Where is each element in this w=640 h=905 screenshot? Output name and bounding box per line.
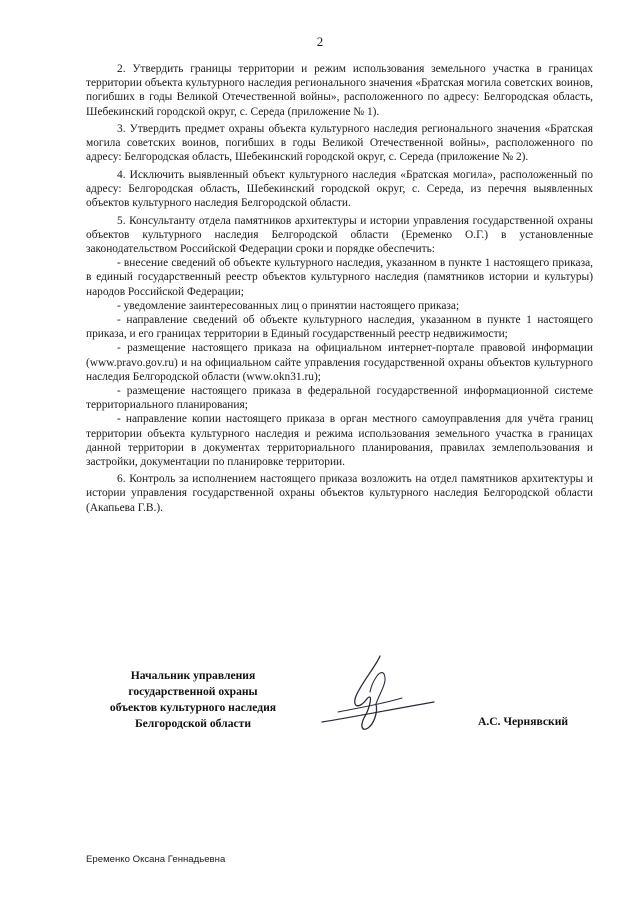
list-item: - размещение настоящего приказа в федеральной государственной информационной системе территориального планирования; [86,385,593,412]
paragraph-item-5: 5. Консультанту отдела памятников архитектуры и истории управления государственной охраны объектов культурного наследия Белгородской области (Еременко О.Г.) в установленные законодательством Российской Федерации сроки и порядке обеспечить: [86,214,593,255]
list-item: - направление сведений об объекте культурного наследия, указанном в пункте 1 настоящего приказа, и его границах территории в Единый государственный реестр недвижимости; [86,314,593,341]
signatory-name: А.С. Чернявский [478,715,569,728]
paragraph-item-6: 6. Контроль за исполнением настоящего приказа возложить на отдел памятников архитектуры и истории управления государственной охраны объектов культурного наследия Белгородской области (Акапьева Г.В.). [86,473,593,514]
signatory-title-line: Начальник управления [130,669,256,682]
signatory-title-line: Белгородской области [134,717,252,730]
list-item: - внесение сведений об объекте культурного наследия, указанном в пункте 1 настоящего приказа, в единый государственный реестр объектов культурного наследия (памятников истории и культуры) народов Российской Федерации; [86,257,593,298]
signatory-title-line: объектов культурного наследия [109,701,277,714]
paragraph-item-4: 4. Исключить выявленный объект культурного наследия «Братская могила», расположенный по адресу: Белгородская область, Шебекинский городской округ, с. Середа, из перечня выявленных объектов культурного наследия Белгородской области. [86,168,593,210]
page-number: 2 [316,34,324,49]
paragraph-item-3: 3. Утвердить предмет охраны объекта культурного наследия регионального значения «Братская могила советских воинов, погибших в годы Великой Отечественной войны», расположенного по адресу: Белгородская область, Шебекинский городской округ, с. Середа (приложение № 2). [86,123,593,164]
handwritten-signature [318,652,438,744]
list-item: - уведомление заинтересованных лиц о принятии настоящего приказа; [117,299,460,312]
list-item: - направление копии настоящего приказа в орган местного самоуправления для учёта границ территории объекта культурного наследия и режима использования земельного участка в границах данной территории в документах территориального планирования, правилах землепользования и застройки, документации по планировке территории. [86,413,593,469]
document-body [86,62,593,518]
list-item: - размещение настоящего приказа на официальном интернет-портале правовой информации (www.pravo.gov.ru) и на официальном сайте управления государственной охраны объектов культурного наследия Белгородской области (www.okn31.ru); [86,342,593,383]
executor-name: Еременко Оксана Геннадьевна [86,854,226,865]
signatory-title-line: государственной охраны [128,685,258,698]
paragraph-item-2: 2. Утвердить границы территории и режим использования земельного участка в границах территории объекта культурного наследия регионального значения «Братская могила советских воинов, погибших в годы Великой Отечественной войны», расположенного по адресу: Белгородская область, Шебекинский городской округ, с. Середа (приложение № 1). [86,63,593,118]
